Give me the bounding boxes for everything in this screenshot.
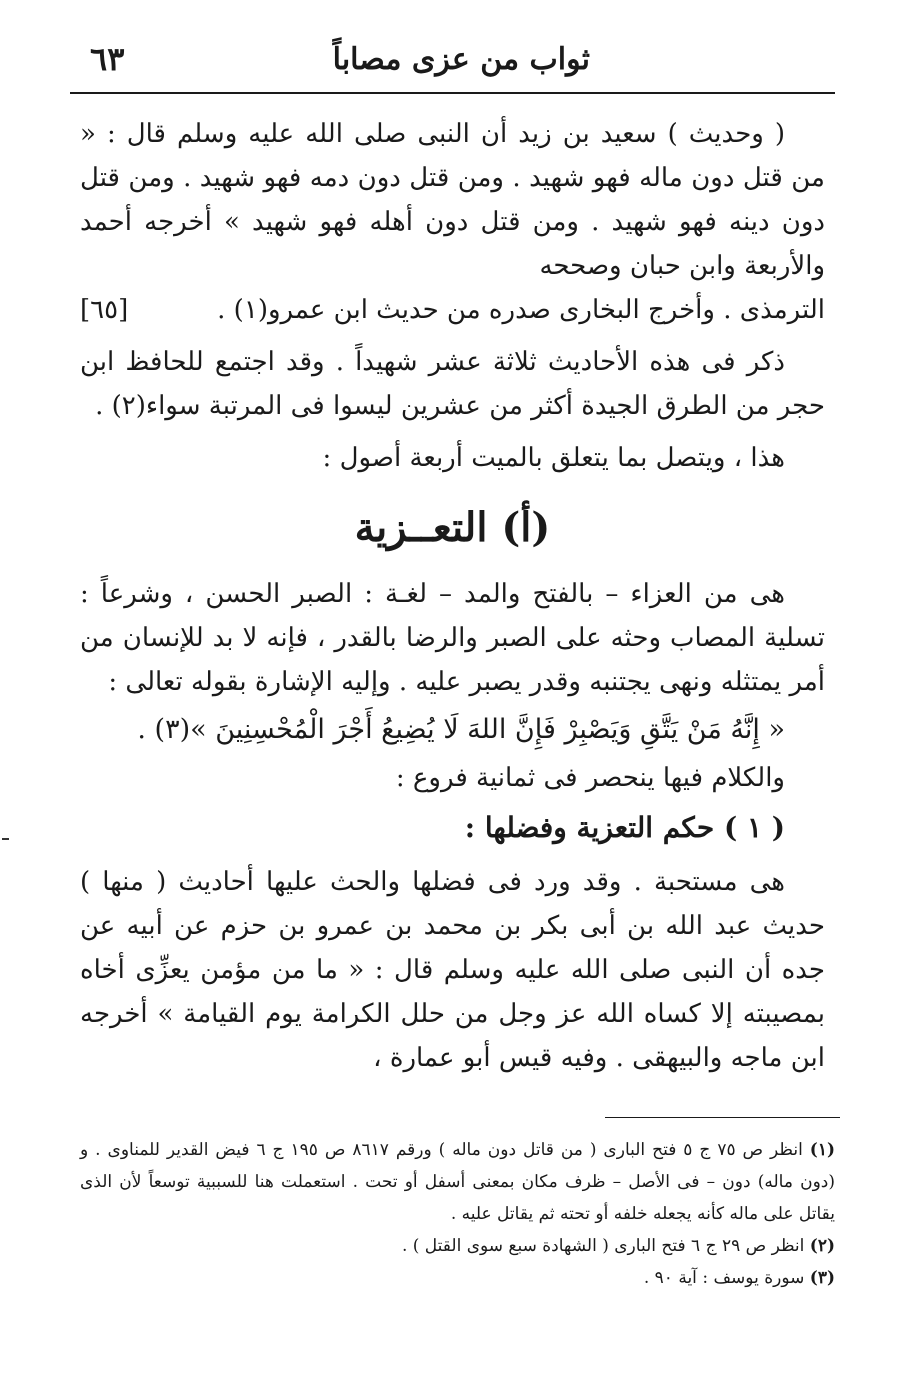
hadith-reference-number: [٦٥] <box>80 295 129 325</box>
paragraph-four-principles: هذا ، ويتصل بما يتعلق بالميت أربعة أصول : <box>322 443 785 473</box>
footnote-text: سورة يوسف : آية ٩٠ . <box>643 1268 805 1288</box>
paragraph-ruling: هى مستحبة . وقد ورد فى فضلها والحث عليها أحاديث ( منها ) حديث عبد الله بن أبى بكر بن محمد بن عمرو بن حزم عن أبيه عن جده أن النبى صلى الله عليه وسلم قال : « ما من مؤمن يعزِّى أخاه بمصيبته إلا كساه الله عز وجل من حلل الكرامة يوم القيامة » أخرجه ابن ماجه والبيهقى . وفيه قيس أبو عمارة ، <box>80 867 825 1073</box>
section-title: (أ) التعــزية <box>354 504 551 551</box>
running-title: ثواب من عزى مصاباً <box>332 42 590 77</box>
footnote-text: انظر ص ٧٥ ج ٥ فتح البارى ( من قاتل دون ماله ) ورقم ٨٦١٧ ص ١٩٥ ج ٦ فيض القدير للمناوى . و (دون ماله) دون – فى الأصل – ظرف مكان بمعنى أسفل أو تحت . استعملت هنا للسببية توسعاً لأن الذى يقاتل على ماله كأنه يجعله خلفه أو تحته ثم يقاتل عليه . <box>80 1140 835 1224</box>
paragraph-definition: هى من العزاء – بالفتح والمد – لغـة : الصبر الحسن ، وشرعاً : تسلية المصاب وحثه على الصبر والرضا بالقدر ، فإنه لا بد للإنسان من أمر يمتثله ونهى يجتنبه وقدر يصبر عليه . وإليه الإشارة بقوله تعالى : <box>80 579 825 697</box>
paragraph-text: ( وحديث ) سعيد بن زيد أن النبى صلى الله عليه وسلم قال : « من قتل دون ماله فهو شهيد . ومن قتل دون دمه فهو شهيد . ومن قتل دون دينه فهو شهيد . ومن قتل دون أهله فهو شهيد » أخرجه أحمد والأربعة وابن حبان وصححه <box>80 119 825 281</box>
page-number: ٦٣ <box>90 40 125 78</box>
footnote-number: (٢) <box>809 1236 835 1256</box>
footnote-1 <box>80 1134 835 1230</box>
footnotes <box>80 1134 835 1294</box>
main-text <box>80 112 825 1080</box>
paragraph-last-line <box>80 288 825 332</box>
page-header <box>70 38 835 90</box>
header-rule <box>70 92 835 94</box>
paragraph-hadith-said <box>80 112 825 288</box>
footnote-number: (٣) <box>809 1268 835 1288</box>
paragraph-text: الترمذى . وأخرج البخارى صدره من حديث ابن عمرو(١) . <box>217 295 825 325</box>
paragraph-martyrs: ذكر فى هذه الأحاديث ثلاثة عشر شهيداً . وقد اجتمع للحافظ ابن حجر من الطرق الجيدة أكثر من عشرين ليسوا فى المرتبة سواء(٢) . <box>80 347 825 421</box>
paragraph-branches: والكلام فيها ينحصر فى ثمانية فروع : <box>395 763 785 793</box>
footnote-2 <box>80 1230 835 1262</box>
footnote-text: انظر ص ٢٩ ج ٦ فتح البارى ( الشهادة سبع سوى القتل ) . <box>401 1236 805 1256</box>
footnote-number: (١) <box>809 1140 836 1160</box>
footnote-rule <box>605 1117 840 1118</box>
subheading: ( ١ ) حكم التعزية وفضلها : <box>464 811 785 844</box>
quran-verse: « إِنَّهُ مَنْ يَتَّقِ وَيَصْبِرْ فَإِنَّ اللهَ لَا يُضِيعُ أَجْرَ الْمُحْسِنِينَ »(٣) . <box>137 714 785 745</box>
footnote-3 <box>80 1262 835 1294</box>
margin-mark <box>2 838 9 840</box>
